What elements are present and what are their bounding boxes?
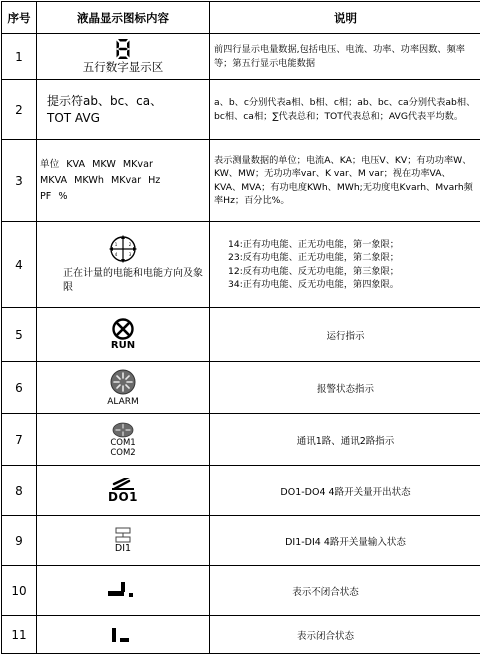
row-number: 9 — [2, 516, 37, 566]
row-description: 表示闭合状态 — [210, 616, 480, 654]
switch-closed-icon — [103, 625, 143, 645]
quadrant-energy-icon — [109, 235, 137, 263]
run-indicator-icon — [112, 318, 134, 340]
row-number: 11 — [2, 616, 37, 654]
svg-text:3: 3 — [128, 251, 132, 257]
row-icon-cell — [37, 566, 210, 616]
row-number: 2 — [2, 80, 37, 140]
row-icon-cell — [37, 34, 210, 80]
row-description: 运行指示 — [210, 308, 480, 362]
switch-open-icon — [103, 580, 143, 602]
run-label: RUN — [110, 340, 136, 351]
lcd-icon-table — [1, 1, 480, 654]
com-indicator-icon — [112, 422, 134, 438]
units-line-1: 单位 KVA MKW MKvar — [40, 158, 153, 170]
quadrant-4-line: 34:正有功电能、反无功电能，第四象限。 — [228, 279, 399, 290]
row-icon-caption: 正在计量的电能和电能方向及象限 — [63, 267, 203, 293]
svg-text:4: 4 — [114, 251, 118, 257]
row-description — [210, 222, 480, 308]
row-description: 表示不闭合状态 — [210, 566, 480, 616]
table-row — [2, 140, 480, 222]
alarm-label: ALARM — [107, 396, 139, 407]
table-row — [2, 616, 480, 654]
table-row — [2, 80, 480, 140]
digital-output-icon — [109, 478, 137, 490]
table-row — [2, 362, 480, 414]
row-number: 4 — [2, 222, 37, 308]
row-icon-cell — [37, 362, 210, 414]
row-icon-caption: 五行数字显示区 — [82, 60, 164, 74]
quadrant-1-line: 14:正有功电能、正无功电能，第一象限； — [228, 238, 399, 250]
row-icon-cell — [37, 516, 210, 566]
di1-label: DI1 — [114, 543, 132, 554]
row-description: DO1-DO4 4路开关量开出状态 — [210, 466, 480, 516]
row-icon-cell — [37, 140, 210, 222]
header-icon: 液晶显示图标内容 — [37, 2, 210, 34]
do1-label: DO1 — [107, 489, 138, 504]
prompt-tot-avg-line: TOT AVG — [47, 110, 100, 125]
table-row — [2, 308, 480, 362]
table-row — [2, 466, 480, 516]
seven-segment-digit-icon — [115, 38, 131, 60]
row-icon-cell — [37, 414, 210, 466]
prompt-symbols-line: 提示符ab、bc、ca、 — [47, 93, 163, 108]
row-description: a、b、c分别代表a相、b相、c相；ab、bc、ca分别代表ab相、bc相、ca相；∑代表总和；TOT代表总和；AVG代表平均数。 — [210, 80, 480, 140]
quadrant-2-line: 23:反有功电能、正无功电能，第二象限； — [228, 252, 399, 263]
digital-input-icon — [113, 527, 133, 543]
row-number: 7 — [2, 414, 37, 466]
row-icon-cell — [37, 466, 210, 516]
header-no: 序号 — [2, 2, 37, 34]
table-header-row — [2, 2, 480, 34]
table-row — [2, 516, 480, 566]
table-row — [2, 34, 480, 80]
row-number: 1 — [2, 34, 37, 80]
com1-label: COM1 — [110, 437, 136, 448]
row-number: 5 — [2, 308, 37, 362]
row-icon-cell — [37, 616, 210, 654]
row-description: 表示测量数据的单位；电流A、KA；电压V、KV；有功功率W、KW、MW；无功功率var、K var、M var；视在功率VA、KVA、MVA；有功电度KWh、MWh;无功度电Kvarh、Mvarh频率Hz；百分比%。 — [210, 140, 480, 222]
row-number: 10 — [2, 566, 37, 616]
table-row — [2, 566, 480, 616]
svg-text:1: 1 — [114, 241, 118, 247]
row-icon-cell — [37, 222, 210, 308]
alarm-indicator-icon — [110, 369, 136, 395]
row-icon-cell — [37, 80, 210, 140]
row-description: 前四行显示电量数据,包括电压、电流、功率、功率因数、频率等；第五行显示电能数据 — [210, 34, 480, 80]
com2-label: COM2 — [110, 447, 136, 458]
row-number: 6 — [2, 362, 37, 414]
units-line-3: PF % — [40, 190, 68, 202]
row-description: DI1-DI4 4路开关量输入状态 — [210, 516, 480, 566]
table-row — [2, 222, 480, 308]
units-line-2: MKVA MKWh MKvar Hz — [40, 174, 161, 186]
table-row — [2, 414, 480, 466]
row-number: 3 — [2, 140, 37, 222]
row-number: 8 — [2, 466, 37, 516]
header-desc: 说明 — [210, 2, 480, 34]
row-icon-cell — [37, 308, 210, 362]
svg-text:2: 2 — [128, 241, 132, 247]
quadrant-3-line: 12:反有功电能、反无功电能，第三象限； — [228, 265, 399, 277]
row-description: 报警状态指示 — [210, 362, 480, 414]
row-description: 通讯1路、通讯2路指示 — [210, 414, 480, 466]
